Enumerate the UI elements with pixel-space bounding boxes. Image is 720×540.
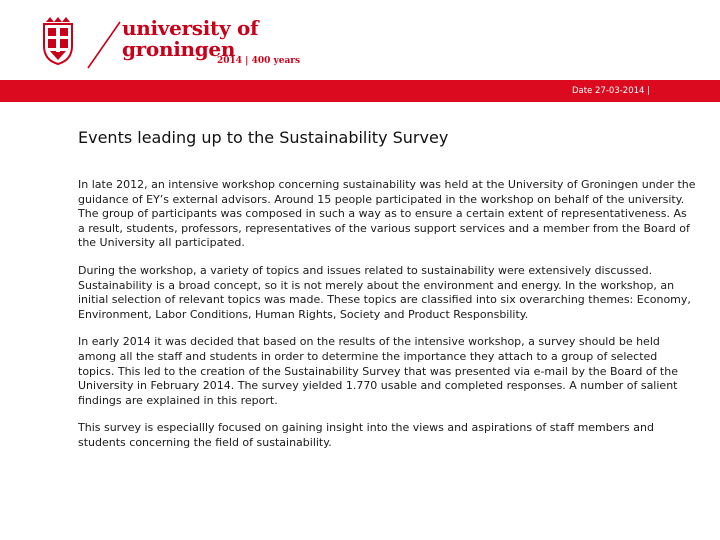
slide-title: Events leading up to the Sustainability Survey [78,128,449,147]
logo-divider-slash [84,20,124,70]
slide-body [78,178,696,464]
body-paragraph-4: This survey is especiallly focused on gaining insight into the views and aspirations of staff members and students concerning the field of sustainability. [78,421,654,449]
wordmark-line2: groningen [122,37,236,61]
body-paragraph-3: In early 2014 it was decided that based on the results of the intensive workshop, a survey should be held among all the staff and students in order to determine the importance they attach to a group of selected topics. This led to the creation of the Sustainability Survey that was presented via e-mail by the Board of the University in February 2014. The survey yielded 1.770 usable and completed responses. A number of salient findings are explained in this report. [78,335,678,407]
wordmark-line1: university of [122,16,259,40]
anniversary-label: 2014 | 400 years [217,56,301,66]
header-bar [0,80,720,102]
university-crest-icon [40,16,76,66]
date-label: Date 27-03-2014 | [572,86,650,96]
body-paragraph-2: During the workshop, a variety of topics and issues related to sustainability were extensively discussed. Sustainability is a broad concept, so it is not merely about the environment and energy. In the workshop, an initial selection of relevant topics was made. These topics are classified into six overarching themes: Economy, Environment, Labor Conditions, Human Rights, Society and Product Responsbility. [78,263,691,321]
body-paragraph-1: In late 2012, an intensive workshop concerning sustainability was held at the University of Groningen under the guidance of EY’s external advisors. Around 15 people participated in the workshop on behalf of the university. The group of participants was composed in such a way as to ensure a certain extent of representativeness. As a result, students, professors, representatives of the various support services and a member from the Board of the University all participated. [78,178,696,250]
header [0,0,720,80]
university-wordmark [122,18,258,60]
